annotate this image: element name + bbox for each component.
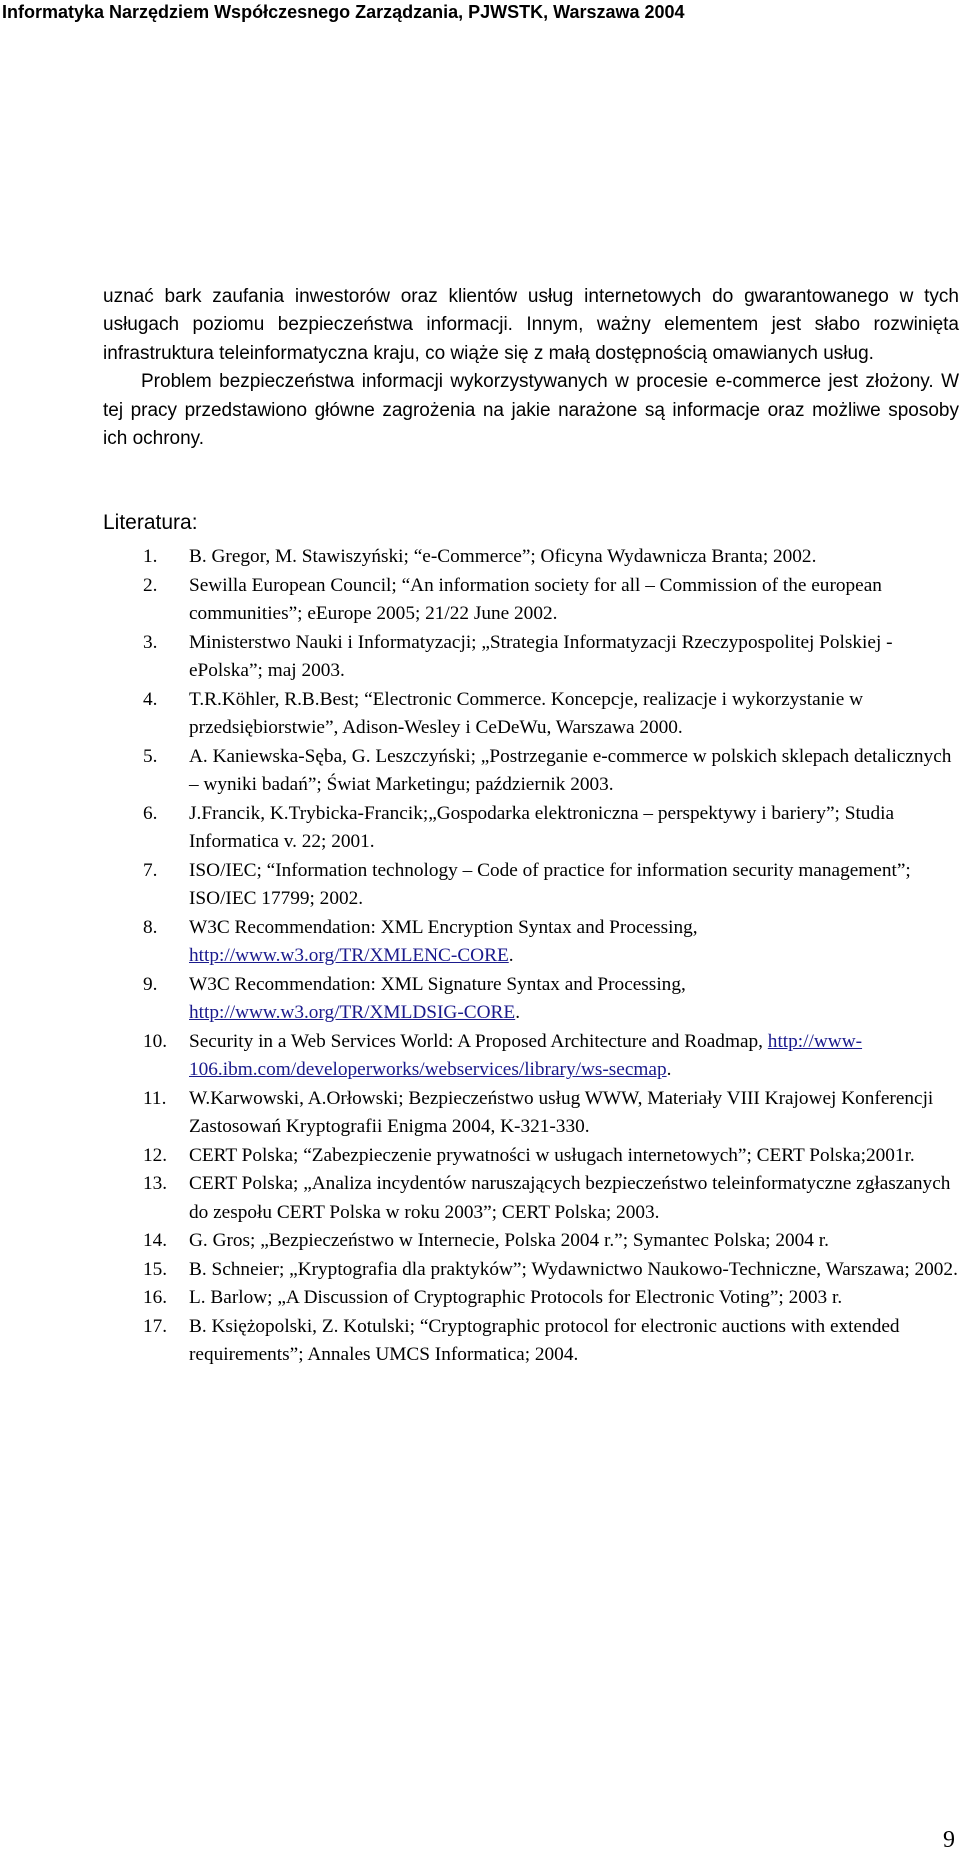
reference-text [189, 1170, 960, 1227]
reference-punctuation: . [508, 945, 514, 966]
reference-item [103, 800, 960, 857]
reference-number: 1. [143, 546, 158, 567]
reference-item [103, 629, 960, 686]
reference-item [103, 686, 960, 743]
reference-number: 15. [143, 1258, 168, 1280]
reference-number: 14. [143, 1230, 168, 1251]
reference-citation: Sewilla European Council; “An information society for all – Commission of the european communities”; eEurope 2005; 21/22 June 2002. [189, 574, 882, 624]
reference-citation: W3C Recommendation: XML Signature Syntax and Processing, [189, 973, 686, 995]
reference-item [103, 1142, 960, 1171]
reference-citation: Ministerstwo Nauki i Informatyzacji; „Strategia Informatyzacji Rzeczypospolitej Polskiej - ePolska”; maj 2003. [189, 631, 893, 681]
reference-text [189, 1284, 960, 1313]
reference-number: 5. [143, 745, 158, 767]
reference-citation: ISO/IEC; “Information technology – Code of practice for information security management”; ISO/IEC 17799; 2002. [189, 859, 911, 909]
reference-number: 10. [143, 1030, 168, 1052]
reference-number: 4. [143, 688, 158, 710]
reference-punctuation: . [515, 1002, 521, 1023]
reference-citation: T.R.Köhler, R.B.Best; “Electronic Commerce. Koncepcje, realizacje i wykorzystanie w przedsiębiorstwie”, Adison-Wesley i CeDeWu, Warszawa 2000. [189, 688, 864, 738]
reference-item [103, 1256, 960, 1285]
reference-text [189, 1028, 960, 1085]
reference-citation: Security in a Web Services World: A Proposed Architecture and Roadmap, [189, 1030, 768, 1052]
reference-number: 9. [143, 973, 158, 995]
reference-text [189, 543, 960, 572]
reference-number: 12. [143, 1144, 168, 1166]
page-number: 9 [943, 1827, 955, 1853]
reference-citation: G. Gros; „Bezpieczeństwo w Internecie, Polska 2004 r.”; Symantec Polska; 2004 r. [189, 1230, 829, 1251]
reference-citation: L. Barlow; „A Discussion of Cryptographic Protocols for Electronic Voting”; 2003 r. [189, 1287, 843, 1308]
reference-item [103, 1284, 960, 1313]
reference-item [103, 1028, 960, 1085]
reference-text [189, 743, 960, 800]
reference-text [189, 572, 960, 629]
reference-item [103, 1085, 960, 1142]
reference-text [189, 800, 960, 857]
reference-number: 7. [143, 859, 158, 881]
reference-link[interactable]: http://www-106.ibm.com/developerworks/webservices/library/ws-secmap [189, 1030, 863, 1080]
reference-number: 3. [143, 631, 158, 653]
reference-text [189, 1313, 960, 1370]
reference-text [189, 1085, 960, 1142]
reference-citation: B. Księżopolski, Z. Kotulski; “Cryptographic protocol for electronic auctions with extended requirements”; Annales UMCS Informatica; 2004. [189, 1315, 900, 1365]
reference-number: 2. [143, 574, 158, 596]
reference-text [189, 1227, 960, 1256]
reference-citation: W3C Recommendation: XML Encryption Syntax and Processing, [189, 916, 698, 938]
reference-text [189, 1142, 960, 1171]
reference-citation: CERT Polska; “Zabezpieczenie prywatności w usługach internetowych”; CERT Polska;2001r. [189, 1144, 915, 1166]
reference-citation: W.Karwowski, A.Orłowski; Bezpieczeństwo usług WWW, Materiały VIII Krajowej Konferencji Zastosowań Kryptografii Enigma 2004, K-321-330. [189, 1087, 934, 1137]
reference-link[interactable]: http://www.w3.org/TR/XMLENC-CORE [189, 945, 509, 966]
literature-heading: Literatura: [103, 511, 198, 534]
reference-item [103, 1313, 960, 1370]
reference-citation: B. Schneier; „Kryptografia dla praktyków”; Wydawnictwo Naukowo-Techniczne, Warszawa; 2002. [189, 1258, 958, 1280]
reference-text [189, 914, 960, 971]
reference-item [103, 857, 960, 914]
reference-text [189, 686, 960, 743]
reference-item [103, 743, 960, 800]
reference-link[interactable]: http://www.w3.org/TR/XMLDSIG-CORE [189, 1002, 516, 1023]
reference-number: 17. [143, 1315, 168, 1337]
reference-text [189, 971, 960, 1028]
reference-number: 6. [143, 802, 158, 824]
reference-text [189, 857, 960, 914]
running-header: Informatyka Narzędziem Współczesnego Zarządzania, PJWSTK, Warszawa 2004 [2, 2, 685, 22]
reference-item [103, 572, 960, 629]
reference-number: 11. [143, 1087, 167, 1109]
reference-punctuation: . [666, 1059, 672, 1080]
paragraph-2: Problem bezpieczeństwa informacji wykorzystywanych w procesie e-commerce jest złożony. W tej pracy przedstawiono główne zagrożenia na jakie narażone są informacje oraz możliwe sposoby ich ochrony. [103, 371, 959, 450]
reference-item [103, 971, 960, 1028]
reference-text [189, 1256, 960, 1285]
reference-number: 8. [143, 916, 158, 938]
reference-item [103, 914, 960, 971]
reference-text [189, 629, 960, 686]
paragraph-1: uznać bark zaufania inwestorów oraz klientów usług internetowych do gwarantowanego w tych usługach poziomu bezpieczeństwa informacji. Innym, ważny elementem jest słabo rozwinięta infrastruktura teleinformatyczna kraju, co wiąże się z małą dostępnością omawianych usług. [103, 286, 959, 364]
reference-citation: A. Kaniewska-Sęba, G. Leszczyński; „Postrzeganie e-commerce w polskich sklepach detalicznych – wyniki badań”; Świat Marketingu; październik 2003. [189, 745, 952, 795]
reference-item [103, 1170, 960, 1227]
reference-number: 13. [143, 1173, 168, 1194]
reference-citation: B. Gregor, M. Stawiszyński; “e-Commerce”; Oficyna Wydawnicza Branta; 2002. [189, 546, 817, 567]
reference-citation: CERT Polska; „Analiza incydentów naruszających bezpieczeństwo teleinformatyczne zgłaszanych do zespołu CERT Polska w roku 2003”; CERT Polska; 2003. [189, 1173, 951, 1223]
reference-item [103, 543, 960, 572]
reference-list [103, 543, 960, 1370]
reference-item [103, 1227, 960, 1256]
body-text [103, 283, 959, 453]
reference-citation: J.Francik, K.Trybicka-Francik;„Gospodarka elektroniczna – perspektywy i bariery”; Studia Informatica v. 22; 2001. [189, 802, 894, 852]
reference-number: 16. [143, 1287, 168, 1308]
